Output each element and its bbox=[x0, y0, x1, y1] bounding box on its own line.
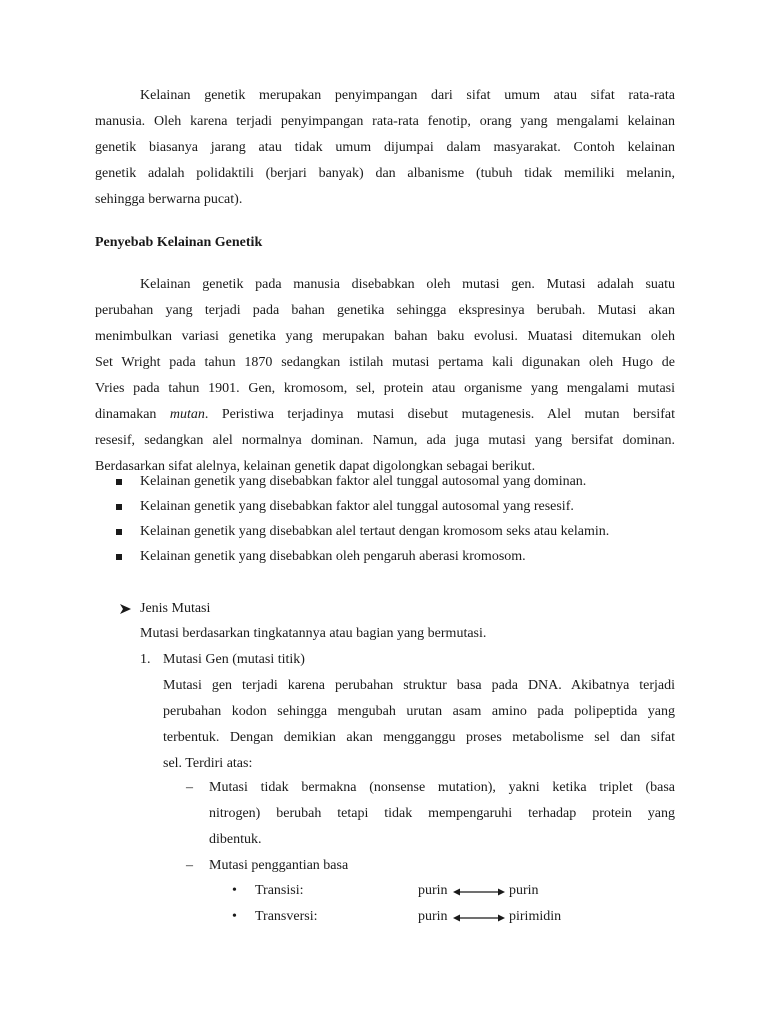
dash-bullet-icon: – bbox=[186, 780, 193, 795]
sub-item-line: nitrogen) berubah tetapi tidak mempengaruhi terhadap protein yang bbox=[209, 806, 675, 821]
intro-line: manusia. Oleh karena terjadi penyimpangan rata-rata fenotip, orang yang mengalami kelainan bbox=[95, 114, 675, 129]
intro-line: genetik biasanya jarang atau tidak umum dijumpai dalam masyarakat. Contoh kelainan bbox=[95, 140, 675, 155]
jenis-title: Jenis Mutasi bbox=[140, 601, 211, 616]
sub-item-title: Mutasi penggantian basa bbox=[209, 858, 349, 873]
square-bullet-icon bbox=[116, 504, 122, 510]
section-line: Kelainan genetik pada manusia disebabkan oleh mutasi gen. Mutasi adalah suatu bbox=[140, 277, 675, 292]
item-number: 1. bbox=[140, 652, 151, 667]
transversi-label: Transversi: bbox=[255, 909, 318, 924]
list-item: Kelainan genetik yang disebabkan faktor alel tunggal autosomal yang dominan. bbox=[140, 474, 587, 489]
list-item: Kelainan genetik yang disebabkan alel tertaut dengan kromosom seks atau kelamin. bbox=[140, 524, 610, 539]
intro-line: Kelainan genetik merupakan penyimpangan dari sifat umum atau sifat rata-rata bbox=[140, 88, 675, 103]
transversi-from: purin bbox=[418, 909, 448, 924]
text-segment: . Peristiwa terjadinya mutasi disebut mutagenesis. Alel mutan bersifat bbox=[204, 407, 675, 422]
dot-bullet-icon: • bbox=[232, 883, 237, 898]
section-line: menimbulkan variasi genetika yang merupakan bahan baku evolusi. Muatasi ditemukan oleh bbox=[95, 329, 675, 344]
jenis-subtitle: Mutasi berdasarkan tingkatannya atau bagian yang bermutasi. bbox=[140, 626, 487, 641]
item-line: sel. Terdiri atas: bbox=[163, 756, 253, 771]
transisi-to: purin bbox=[509, 883, 539, 898]
section-line: Vries pada tahun 1901. Gen, kromosom, sel, protein atau organisme yang mengalami mutasi bbox=[95, 381, 675, 396]
list-item: Kelainan genetik yang disebabkan faktor alel tunggal autosomal yang resesif. bbox=[140, 499, 574, 514]
intro-line: genetik adalah polidaktili (berjari banyak) dan albanisme (tubuh tidak memiliki melanin, bbox=[95, 166, 675, 181]
intro-line: sehingga berwarna pucat). bbox=[95, 192, 243, 207]
section-line: resesif, sedangkan alel normalnya dominan. Namun, ada juga mutasi yang bersifat dominan. bbox=[95, 433, 675, 448]
square-bullet-icon bbox=[116, 554, 122, 560]
arrowhead-bullet-icon bbox=[119, 603, 133, 615]
text-segment: dinamakan bbox=[95, 407, 170, 422]
transversi-to: pirimidin bbox=[509, 909, 562, 924]
section-line: Berdasarkan sifat alelnya, kelainan genetik dapat digolongkan sebagai berikut. bbox=[95, 459, 536, 474]
list-item: Kelainan genetik yang disebabkan oleh pengaruh aberasi kromosom. bbox=[140, 549, 526, 564]
section-heading: Penyebab Kelainan Genetik bbox=[95, 235, 263, 250]
item-line: terbentuk. Dengan demikian akan mengganggu proses metabolisme sel dan sifat bbox=[163, 730, 675, 745]
sub-item-line: Mutasi tidak bermakna (nonsense mutation), yakni ketika triplet (basa bbox=[209, 780, 675, 795]
square-bullet-icon bbox=[116, 479, 122, 485]
dash-bullet-icon: – bbox=[186, 858, 193, 873]
dot-bullet-icon: • bbox=[232, 909, 237, 924]
double-arrow-icon bbox=[453, 887, 505, 897]
italic-term: mutan bbox=[169, 407, 205, 422]
section-line-mixed bbox=[95, 406, 675, 424]
item-line: perubahan kodon sehingga mengubah urutan asam amino pada polipeptida yang bbox=[163, 704, 675, 719]
transisi-from: purin bbox=[418, 883, 448, 898]
item-title: Mutasi Gen (mutasi titik) bbox=[163, 652, 305, 667]
transisi-label: Transisi: bbox=[255, 883, 304, 898]
square-bullet-icon bbox=[116, 529, 122, 535]
double-arrow-icon bbox=[453, 913, 505, 923]
section-line: Set Wright pada tahun 1870 sedangkan istilah mutasi pertama kali digunakan oleh Hugo de bbox=[95, 355, 675, 370]
sub-item-line: dibentuk. bbox=[209, 832, 262, 847]
item-line: Mutasi gen terjadi karena perubahan struktur basa pada DNA. Akibatnya terjadi bbox=[163, 678, 675, 693]
section-line: perubahan yang terjadi pada bahan genetika sehingga ekspresinya berubah. Mutasi akan bbox=[95, 303, 675, 318]
